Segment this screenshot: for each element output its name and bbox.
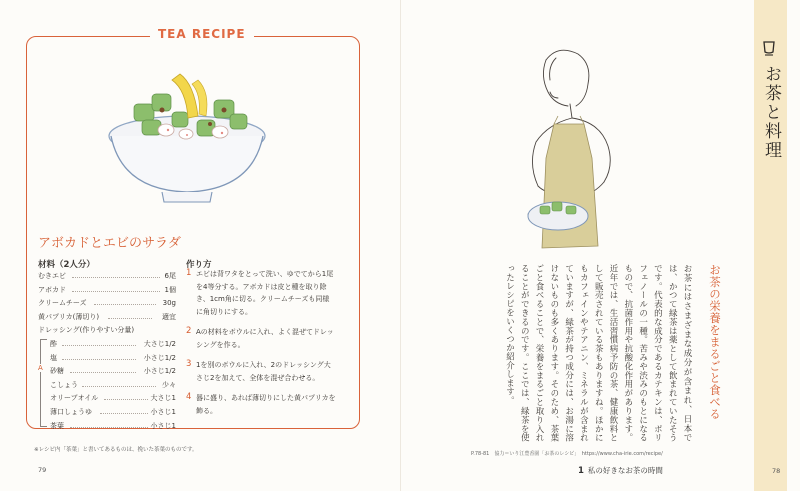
dressing-row — [38, 379, 176, 393]
steps-list — [186, 268, 336, 425]
ingredients-list — [38, 270, 176, 433]
ingredient-name: 塩 — [50, 353, 57, 362]
ingredient-amount: 少々 — [162, 380, 176, 389]
ingredient-amount: 30g — [162, 299, 176, 308]
step-item — [186, 268, 336, 318]
ingredient-name: 薄口しょうゆ — [50, 407, 92, 416]
tea-recipe-label: TEA RECIPE — [150, 27, 254, 41]
dressing-row — [38, 420, 176, 434]
ingredient-row — [38, 311, 176, 325]
step-number: 4 — [186, 392, 192, 402]
ingredient-amount: 6尾 — [164, 272, 176, 280]
ingredient-amount: 小さじ1/2 — [143, 353, 176, 362]
salad-bowl-illustration — [102, 58, 272, 208]
step-number: 1 — [186, 268, 192, 278]
woman-illustration — [488, 46, 660, 258]
ingredient-name: ドレッシング(作りやすい分量) — [38, 326, 135, 335]
ingredient-amount: 適宜 — [162, 312, 176, 321]
dressing-row — [38, 352, 176, 366]
teacup-icon — [762, 40, 776, 56]
ingredient-name: 黄パプリカ(薄切り) — [38, 312, 100, 321]
ingredient-row — [38, 297, 176, 311]
ingredient-amount: 小さじ1 — [150, 421, 176, 430]
footnote: ※レシピ内「茶葉」と書いてあるものは、挽いた茶葉のものです。 — [34, 447, 198, 453]
dressing-row — [38, 406, 176, 420]
step-item — [186, 359, 336, 384]
section-title: お茶と料理 — [761, 65, 781, 160]
step-text: エビは背ワタをとって洗い、ゆでてから1尾を4等分する。アボカドは皮と種を取り除き、1cm角に切る。クリームチーズも同様に角切りにする。 — [196, 270, 334, 316]
step-number: 2 — [186, 326, 192, 336]
gutter — [400, 0, 401, 491]
step-item — [186, 392, 336, 417]
step-item — [186, 326, 336, 351]
ingredient-name: アボカド — [38, 285, 66, 294]
ingredient-amount: 大さじ1/2 — [143, 339, 176, 348]
step-number: 3 — [186, 359, 192, 369]
ingredient-name: むきエビ — [38, 272, 66, 280]
ingredient-name: 砂糖 — [50, 367, 64, 376]
page-number-left: 79 — [38, 466, 47, 474]
ingredient-name: クリームチーズ — [38, 299, 87, 308]
dish-title: アボカドとエビのサラダ — [38, 236, 181, 251]
ingredient-name: オリーブオイル — [50, 394, 99, 403]
ingredient-name: 茶葉 — [50, 421, 64, 430]
chapter-title: 私の好きなお茶の時間 — [587, 466, 663, 475]
step-text: 1を別のボウルに入れ、2のドレッシング大さじ2を加えて、全体を混ぜ合わせる。 — [196, 361, 331, 382]
sub-heading: お茶の栄養をまるごと食べる — [708, 264, 722, 420]
dressing-marker: A — [38, 364, 43, 372]
ingredient-row — [38, 284, 176, 298]
running-footer — [578, 465, 663, 476]
ingredient-name: 酢 — [50, 339, 57, 348]
ingredient-row — [38, 270, 176, 284]
ingredient-row — [38, 324, 176, 338]
ingredient-name: こしょう — [50, 380, 78, 389]
dressing-row — [38, 365, 176, 379]
body-text: お茶にはさまざまな成分が含まれ、日本では、かつて緑茶は薬として飲まれていたそうです。代表的な成分であるカテキンは、ポリフェノールの一種。苦みや渋みのもとになるもので、抗菌作用や抗酸化作用があります。近年では、生活習慣病予防の茶、健康飲料として販売されている茶もありますね。ほかにもカフェインやテアニン、ミネラルが含まれていますが、緑茶が持つ成分には、お湯に溶けないものも多くあります。そのため、茶葉ごと食べることで、栄養をまるごと取り入れることができるのです。ここでは、緑茶を使ったレシピをいくつか紹介します。 — [504, 264, 692, 442]
dressing-row — [38, 338, 176, 352]
credit-line: P.78-81 協力＝いり江豊香園「お茶のレシピ」 https://www.cha-irie.com/recipe/ — [471, 451, 663, 457]
step-text: Aの材料をボウルに入れ、よく混ぜてドレッシングを作る。 — [196, 328, 334, 349]
ingredient-amount: 小さじ1/2 — [143, 367, 176, 376]
ingredient-amount: 小さじ1 — [150, 407, 176, 416]
ingredient-amount: 1個 — [164, 285, 176, 294]
dressing-bracket — [40, 339, 47, 427]
chapter-number: 1 — [578, 466, 584, 476]
ingredients-heading: 材料（2人分） — [38, 260, 95, 270]
steps-heading: 作り方 — [186, 260, 212, 270]
ingredient-amount: 大さじ1 — [150, 394, 176, 403]
dressing-row — [38, 392, 176, 406]
page-number-right: 78 — [772, 467, 781, 475]
step-text: 器に盛り、あれば薄切りにした黄パプリカを飾る。 — [196, 394, 336, 415]
